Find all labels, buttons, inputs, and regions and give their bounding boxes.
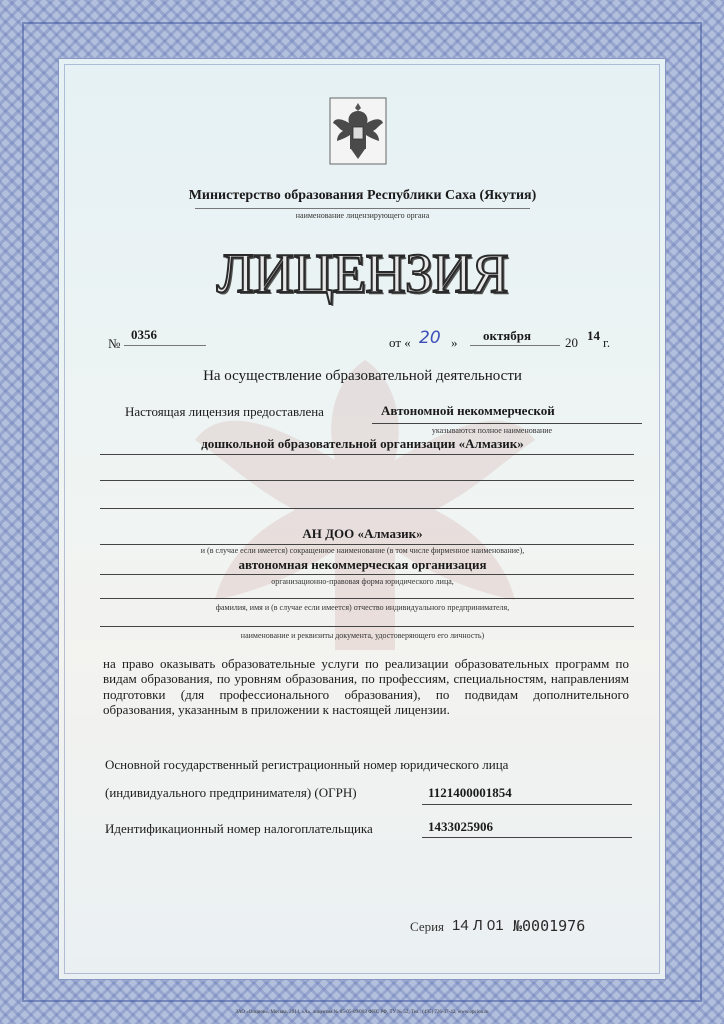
series-number: №0001976: [513, 917, 586, 935]
series-label: Серия: [410, 919, 445, 934]
ogrn-label-line1: Основной государственный регистрационный номер юридического лица: [105, 757, 509, 772]
org-full-name-line1: Автономной некоммерческой: [381, 403, 555, 418]
date-day: 20: [419, 328, 441, 348]
licensing-authority: Министерство образования Республики Саха (Якутия): [188, 188, 537, 203]
series-value: 14 Л 01: [452, 917, 504, 934]
date-month: октября: [483, 328, 532, 343]
date-year-end: г.: [603, 335, 611, 350]
legal-form-caption: организационно-правовая форма юридического лица,: [271, 577, 454, 586]
short-name-caption: и (в случае если имеется) сокращенное наименование (в том числе фирменное наименование),: [200, 546, 525, 555]
full-name-caption: указываются полное наименование: [431, 426, 553, 435]
activity-statement: На осуществление образовательной деятельности: [203, 368, 522, 384]
date-year-prefix: 20: [565, 335, 578, 350]
rights-description: на право оказывать образовательные услуги по реализации образовательных программ по видам образования, по уровням образования, по профессиям, специальностям, направлениям подготовки (для профессионального образования), по подвидам дополнительного образования, указанным в приложении к настоящей лицензии.: [103, 656, 629, 718]
legal-form: автономная некоммерческая организация: [238, 557, 487, 572]
number-sign: №: [108, 336, 121, 351]
document-title: ЛИЦЕНЗИЯ: [216, 243, 508, 305]
date-year: 14: [587, 328, 600, 343]
date-close: »: [451, 335, 458, 350]
license-number: 0356: [131, 327, 157, 342]
coat-of-arms-icon: [329, 97, 387, 165]
id-document-caption: наименование и реквизиты документа, удостоверяющего его личность): [240, 631, 485, 640]
org-full-name-line2: дошкольной образовательной организации «Алмазик»: [201, 436, 524, 451]
inn-value: 1433025906: [428, 819, 493, 834]
printer-note: ЗАО «Опцион», Москва, 2014, «А», лицензия № 05-05-09/003 ФНС РФ, ТУ № 52, Тел.: (495) 726-47-42, www.opcion.ru: [235, 1010, 489, 1015]
ogrn-value: 1121400001854: [428, 785, 512, 800]
short-name: АН ДОО «Алмазик»: [302, 526, 423, 541]
date-from: от «: [389, 335, 411, 350]
inn-label: Идентификационный номер налогоплательщика: [105, 821, 373, 836]
ogrn-label-line2: (индивидуального предпринимателя) (ОГРН): [105, 785, 357, 800]
authority-caption: наименование лицензирующего органа: [295, 211, 430, 220]
fio-caption: фамилия, имя и (в случае если имеется) отчество индивидуального предпринимателя,: [215, 603, 510, 612]
granted-to-label: Настоящая лицензия предоставлена: [125, 404, 324, 419]
